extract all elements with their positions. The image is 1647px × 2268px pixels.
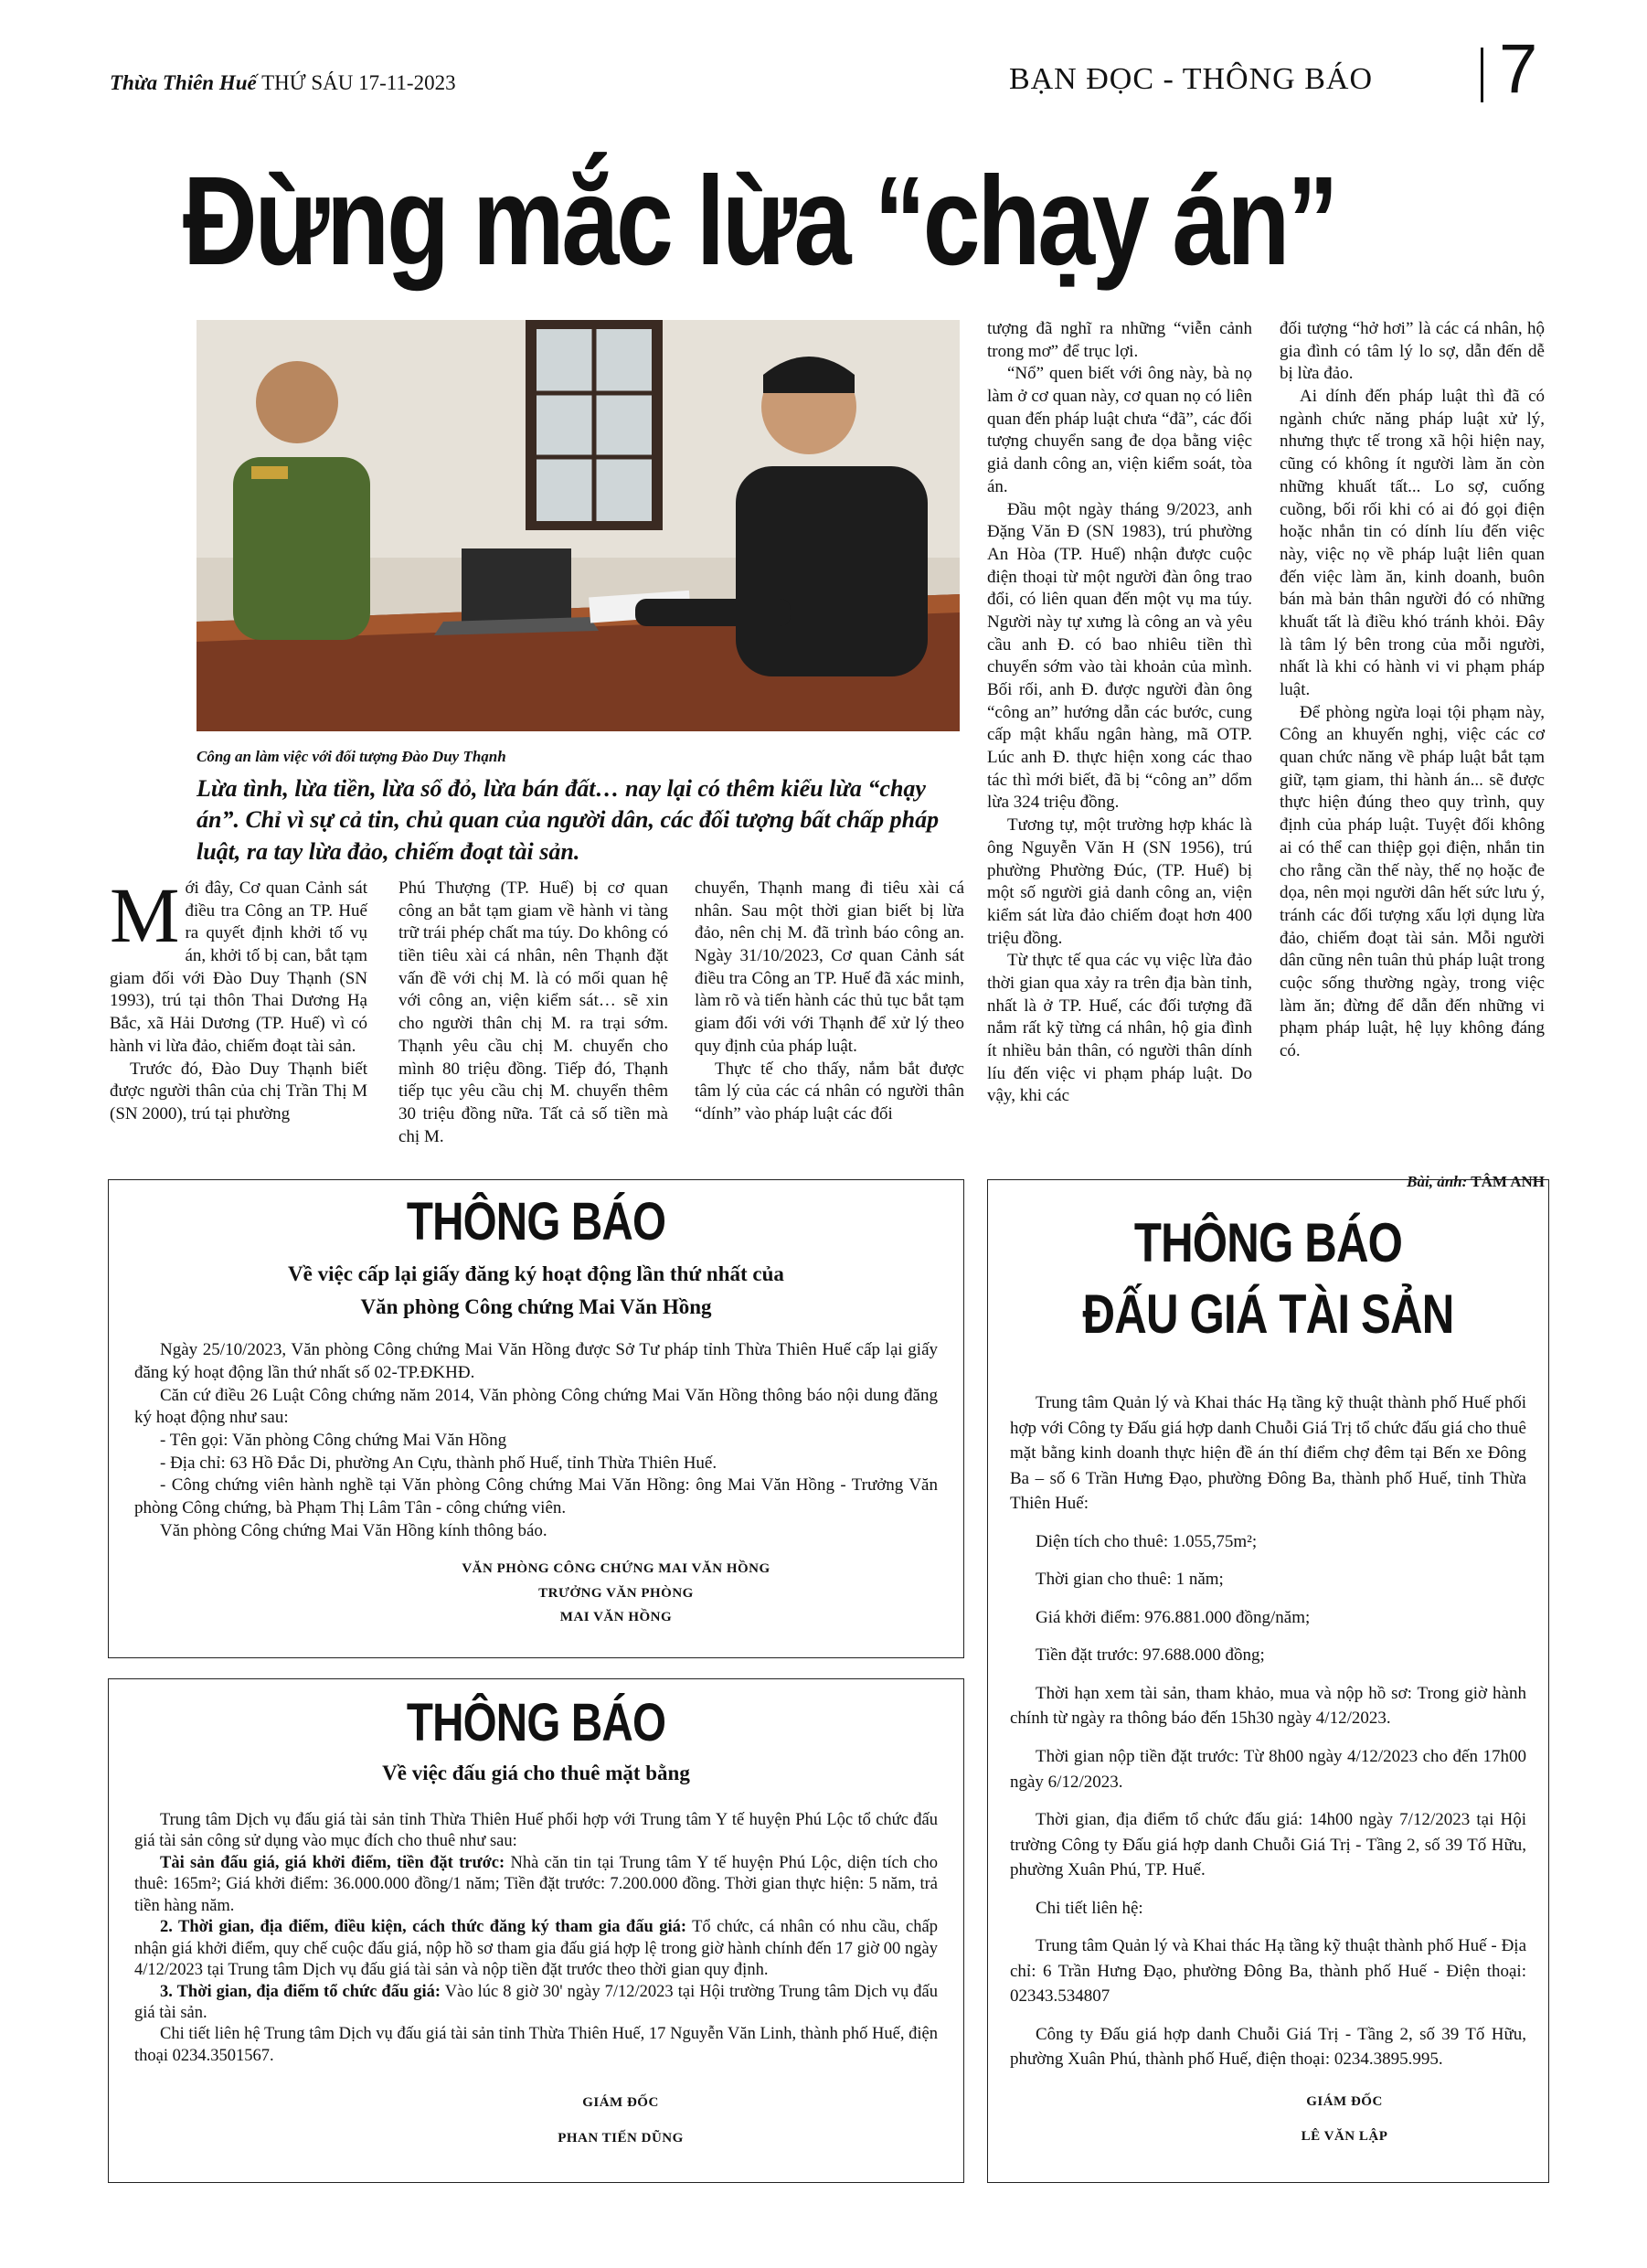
signature-name: PHAN TIẾN DŨNG	[558, 2131, 684, 2146]
text: Tổ chức, cá nhân có nhu cầu, chấp nhận giá khởi điểm, quy chế cuộc đấu giá, nộp hồ sơ tham gia đấu giá hợp lệ trong giờ hành chính đến 17 giờ 00 ngày 4/12/2023 tại Trung tâm Dịch vụ đấu giá tài sản và nộp tiền đặt trước theo thời gian quy định.	[134, 1918, 938, 1980]
article-photo	[197, 320, 960, 731]
photo-caption: Công an làm việc với đối tượng Đào Duy Thạnh	[197, 748, 506, 765]
text: Vào lúc 8 giờ 30' ngày 7/12/2023 tại Hội trường Trung tâm Dịch vụ đấu giá tài sản.	[134, 1982, 939, 2022]
paragraph: tượng đã nghĩ ra những “viễn cảnh trong mơ” để trục lợi.	[987, 319, 1252, 361]
byline-label: Bài, ảnh:	[1407, 1173, 1468, 1190]
paragraph: Trước đó, Đào Duy Thạnh biết được người thân của chị Trần Thị M (SN 2000), trú tại phường	[110, 1059, 367, 1123]
notice-subtitle: Về việc cấp lại giấy đăng ký hoạt động lần thứ nhất của	[288, 1262, 784, 1285]
notice-lease-auction-box	[108, 1678, 964, 2183]
paragraph: Diện tích cho thuê: 1.055,75m²;	[1036, 1531, 1258, 1551]
paragraph: - Địa chỉ: 63 Hồ Đắc Di, phường An Cựu, thành phố Huế, tỉnh Thừa Thiên Huế.	[160, 1453, 717, 1473]
notice-subtitle: Văn phòng Công chứng Mai Văn Hồng	[360, 1294, 712, 1318]
signature-name: LÊ VĂN LẬP	[1301, 2128, 1388, 2144]
text: Nhà căn tin tại Trung tâm Y tế huyện Phú Lộc, diện tích cho thuê: 165m²; Giá khởi điểm: 36.000.000 đồng/1 năm; Tiền đặt trước: 7.200.000 đồng. Thời gian thực hiện: 5 năm, trả tiền hàng năm.	[134, 1853, 938, 1915]
notice-asset-auction-box	[987, 1179, 1549, 2183]
paragraph: - Công chứng viên hành nghề tại Văn phòng Công chứng Mai Văn Hồng: ông Mai Văn Hồng - Trưởng Văn phòng Công chứng, bà Phạm Thị Lâm Tân - công chứng viên.	[134, 1475, 938, 1518]
article-column-4	[987, 318, 1252, 1108]
paragraph: Chi tiết liên hệ Trung tâm Dịch vụ đấu giá tài sản tỉnh Thừa Thiên Huế, 17 Nguyễn Văn Linh, thành phố Huế, điện thoại 0234.3501567.	[134, 2025, 938, 2065]
signature-org: VĂN PHÒNG CÔNG CHỨNG MAI VĂN HỒNG	[462, 1561, 770, 1577]
paragraph	[134, 1917, 938, 1981]
paragraph: Từ thực tế qua các vụ việc lừa đảo thời gian qua xảy ra trên địa bàn tỉnh, nhất là ở TP. Huế, các đối tượng đã nắm rất kỹ từng cá nhân, hộ gia đình ít nhiều bản thân, có người thân dính líu đến việc vi phạm pháp luật. Do vậy, khi các	[987, 951, 1252, 1106]
paragraph: Thời gian nộp tiền đặt trước: Từ 8h00 ngày 4/12/2023 cho đến 17h00 ngày 6/12/2023.	[1010, 1747, 1526, 1792]
notice-body	[134, 1339, 938, 1542]
label: 2. Thời gian, địa điểm, điều kiện, cách thức đăng ký tham gia đấu giá:	[160, 1918, 686, 1937]
article-column-3	[695, 878, 964, 1126]
byline-author: TÂM ANH	[1471, 1173, 1545, 1190]
paragraph: Thời gian, địa điểm tổ chức đấu giá: 14h00 ngày 7/12/2023 tại Hội trường Công ty Đấu giá hợp danh Chuỗi Giá Trị - Tầng 2, số 39 Tố Hữu, phường Xuân Phú, TP. Huế.	[1010, 1810, 1526, 1880]
paragraph: Đầu một ngày tháng 9/2023, anh Đặng Văn Đ (SN 1983), trú phường An Hòa (TP. Huế) nhận được cuộc điện thoại từ một người đàn ông trao đổi, có liên quan đến một vụ ma túy. Người này tự xưng là công an và yêu cầu anh Đ. có bao nhiêu tiền thì chuyển sớm vào tài khoản của mình. Bối rối, anh Đ. được người đàn ông “công an” hướng dẫn các bước, cung cấp mật khẩu ngân hàng, mã OTP. Lúc anh Đ. thực hiện xong các thao tác thì mới biết, đã bị “công an” dổm lừa 324 triệu đồng.	[987, 499, 1252, 813]
notice-title: THÔNG BÁO	[1133, 1212, 1403, 1273]
paragraph: Ai dính đến pháp luật thì đã có ngành chức năng pháp luật xử lý, nhưng thực tế trong xã hội hiện nay, cũng có không ít người làm ăn còn những khuất tất... Lo sợ, cuống cuồng, bối rối khi có ai đó gọi điện hoặc nhắn tin có dính líu đến việc này, việc nọ về pháp luật liên quan đến việc làm ăn, kinh doanh, buôn bán mà bản thân người đó có những khuất tất là điều khó tránh khỏi. Đây là tâm lý bên trong của mỗi người, nhất là khi có hành vi vi phạm pháp luật.	[1280, 387, 1545, 699]
drop-cap: M	[110, 871, 180, 959]
paragraph: đối tượng “hở hơi” là các cá nhân, hộ gia đình có tâm lý lo sợ, dẫn đến dễ bị lừa đảo.	[1280, 319, 1545, 384]
signature-title: TRƯỞNG VĂN PHÒNG	[538, 1585, 694, 1601]
article-column-1	[110, 871, 367, 1126]
header-divider	[1481, 48, 1483, 102]
label: 3. Thời gian, địa điểm tổ chức đấu giá:	[160, 1982, 441, 2001]
paragraph: Chi tiết liên hệ:	[1036, 1898, 1143, 1918]
paragraph: Thời gian cho thuê: 1 năm;	[1036, 1570, 1224, 1590]
article-headline: Đừng mắc lừa “chạy án”	[183, 151, 1336, 292]
section-title: BẠN ĐỌC - THÔNG BÁO	[1008, 62, 1373, 96]
paragraph: ới đây, Cơ quan Cảnh sát điều tra Công an TP. Huế ra quyết định khởi tố vụ án, khởi tố bị can, bắt tạm giam đối với Đào Duy Thạnh (SN 1993), trú tại thôn Thai Dương Hạ Bắc, xã Hải Dương (TP. Huế) vì có hành vi lừa đảo, chiếm đoạt tài sản.	[110, 878, 367, 1056]
notice-notary-box	[108, 1179, 964, 1658]
paragraph: Giá khởi điểm: 976.881.000 đồng/năm;	[1036, 1607, 1311, 1627]
article-lead: Lừa tình, lừa tiền, lừa sổ đỏ, lừa bán đất… nay lại có thêm kiểu lừa “chạy án”. Chỉ vì sự cả tin, chủ quan của người dân, các đối tượng bất chấp pháp luật, ra tay lừa đảo, chiếm đoạt tài sản.	[197, 775, 940, 865]
paragraph: chuyển, Thạnh mang đi tiêu xài cá nhân. Sau một thời gian biết bị lừa đảo, nên chị M. đã trình báo công an. Ngày 31/10/2023, Cơ quan Cảnh sát điều tra Công an TP. Huế đã xác minh, làm rõ và tiến hành các thủ tục bắt tạm giam đối với với Thạnh để xử lý theo quy định của pháp luật.	[695, 878, 964, 1056]
paragraph: Tương tự, một trường hợp khác là ông Nguyễn Văn H (SN 1956), trú phường Phường Đúc, (TP. Huế) bị một số người giả danh công an, viện kiểm sát lừa đảo chiếm đoạt hơn 400 triệu đồng.	[987, 815, 1252, 948]
notice-title: THÔNG BÁO	[406, 1693, 666, 1752]
page-number: 7	[1499, 30, 1538, 108]
paragraph: Trung tâm Quản lý và Khai thác Hạ tầng kỹ thuật thành phố Huế - Địa chỉ: 6 Trần Hưng Đạo, phường Đông Ba, thành phố Huế - Điện thoại: 02343.534807	[1010, 1936, 1526, 2007]
paragraph	[134, 1982, 938, 2025]
signature-name: MAI VĂN HỒNG	[559, 1609, 673, 1624]
paper-name: Thừa Thiên Huế	[110, 71, 257, 94]
notice-title: THÔNG BÁO	[406, 1192, 666, 1251]
paragraph	[134, 1853, 938, 1917]
paragraph: - Tên gọi: Văn phòng Công chứng Mai Văn Hồng	[160, 1431, 507, 1451]
paragraph: Tiền đặt trước: 97.688.000 đồng;	[1036, 1645, 1265, 1666]
masthead	[110, 71, 456, 95]
paragraph: “Nổ” quen biết với ông này, bà nọ làm ở cơ quan này, cơ quan nọ có liên quan đến pháp luật chưa “đã”, các đối tượng chuyển sang đe dọa bằng việc giả danh công an, viện kiểm soát, tòa án.	[987, 364, 1252, 496]
paragraph: Ngày 25/10/2023, Văn phòng Công chứng Mai Văn Hồng được Sở Tư pháp tỉnh Thừa Thiên Huế cấp lại giấy đăng ký hoạt động lần thứ nhất số 02-TP.ĐKHĐ.	[134, 1340, 938, 1382]
signature-title: GIÁM ĐỐC	[1306, 2094, 1383, 2110]
paragraph: Thực tế cho thấy, nắm bắt được tâm lý của các cá nhân có người thân “dính” vào pháp luật các đối	[695, 1059, 964, 1123]
label: Tài sản đấu giá, giá khởi điểm, tiền đặt trước:	[160, 1853, 505, 1872]
issue-date: THỨ SÁU 17-11-2023	[261, 71, 456, 94]
paragraph: Trung tâm Dịch vụ đấu giá tài sản tỉnh Thừa Thiên Huế phối hợp với Trung tâm Y tế huyện Phú Lộc tổ chức đấu giá tài sản công sử dụng vào mục đích cho thuê như sau:	[134, 1810, 938, 1851]
notice-body	[134, 1810, 938, 2068]
paragraph: Văn phòng Công chứng Mai Văn Hồng kính thông báo.	[160, 1520, 547, 1540]
paragraph: Thời hạn xem tài sản, tham khảo, mua và nộp hồ sơ: Trong giờ hành chính từ ngày ra thông báo đến 15h30 ngày 4/12/2023.	[1010, 1683, 1526, 1729]
paragraph: Căn cứ điều 26 Luật Công chứng năm 2014, Văn phòng Công chứng Mai Văn Hồng thông báo nội dung đăng ký hoạt động như sau:	[134, 1385, 938, 1428]
article-column-5	[1280, 318, 1545, 1063]
paragraph: Để phòng ngừa loại tội phạm này, Công an khuyến nghị, việc các cơ quan chức năng về pháp luật bắt tạm giữ, tạm giam, thi hành án... sẽ được thực hiện đúng theo quy trình, quy định của pháp luật. Tuyệt đối không ai có thể can thiệp gọi điện, nhắn tin cho rằng cần thế này, thế nọ hoặc đe dọa, nên mọi người dân hết sức lưu ý, tránh các đối tượng xấu lợi dụng lừa đảo, chiếm đoạt tài sản. Mỗi người dân cũng nên tuân thủ pháp luật trong cuộc sống thường ngày, trong việc làm ăn; đừng để dẫn đến những vi phạm pháp luật, hệ lụy không đáng có.	[1280, 702, 1545, 1060]
notice-body	[1010, 1390, 1526, 2072]
notice-title: ĐẤU GIÁ TÀI SẢN	[1082, 1283, 1454, 1345]
paragraph: Phú Thượng (TP. Huế) bị cơ quan công an bắt tạm giam về hành vi tàng trữ trái phép chất ma túy. Do không có tiền tiêu xài cá nhân, nên Thạnh đặt vấn đề với chị M. là có mối quan hệ với công an, viện kiểm sát… sẽ xin cho người thân chị M. ra trại sớm. Thạnh yêu cầu chị M. chuyển cho mình 80 triệu đồng. Tiếp đó, Thạnh tiếp tục yêu cầu chị M. chuyển thêm 30 triệu đồng nữa. Tất cả số tiền mà chị M.	[398, 878, 668, 1146]
notice-subtitle: Về việc đấu giá cho thuê mặt bằng	[382, 1762, 690, 1784]
paragraph: Trung tâm Quản lý và Khai thác Hạ tầng kỹ thuật thành phố Huế phối hợp với Công ty Đấu giá hợp danh Chuỗi Giá Trị tổ chức đấu giá cho thuê mặt bằng kinh doanh thực hiện đề án thí điểm chợ đêm tại Bến xe Đông Ba – số 6 Trần Hưng Đạo, phường Đông Ba, thành phố Huế, tỉnh Thừa Thiên Huế:	[1010, 1393, 1526, 1514]
paragraph: Công ty Đấu giá hợp danh Chuỗi Giá Trị - Tầng 2, số 39 Tố Hữu, phường Xuân Phú, thành phố Huế, điện thoại: 0234.3895.995.	[1010, 2024, 1526, 2070]
signature-title: GIÁM ĐỐC	[582, 2095, 659, 2111]
article-column-2	[398, 878, 668, 1148]
